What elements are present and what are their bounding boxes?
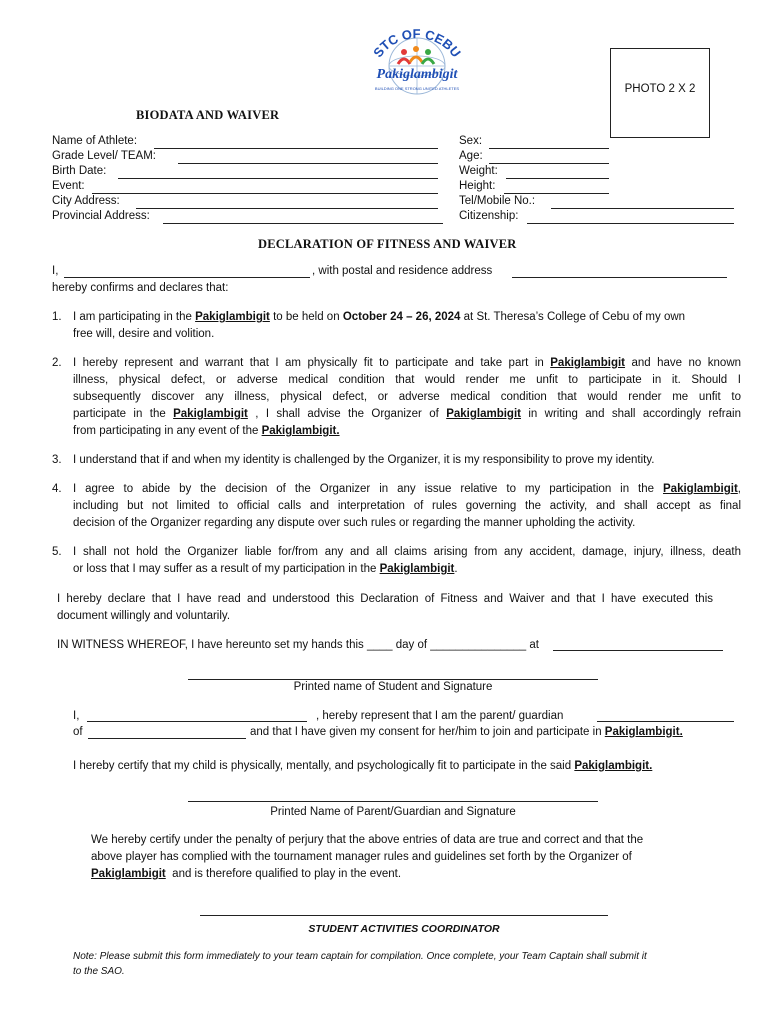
note-line-2: to the SAO. — [73, 966, 125, 977]
field-label-name: Name of Athlete: — [52, 135, 138, 147]
item-1-line-2: free will, desire and volition. — [73, 328, 215, 340]
stc-cebu-logo — [358, 20, 476, 104]
item-3-text: I understand that if and when my identity is challenged by the Organizer, it is my responsibility to prove my identity. — [73, 454, 655, 466]
field-input-tel[interactable] — [551, 208, 734, 209]
field-input-city[interactable] — [136, 208, 438, 209]
logo-top-text: STC OF CEBU — [370, 26, 464, 61]
parent-line-2-prefix: of — [73, 726, 83, 738]
field-label-tel: Tel/Mobile No.: — [459, 195, 536, 207]
parent-line-2-text: and that I have given my consent for her/him to join and participate in Pakiglambigit. — [250, 726, 683, 738]
parent-name-input[interactable] — [87, 721, 307, 722]
field-input-event[interactable] — [92, 193, 438, 194]
field-input-citizenship[interactable] — [527, 223, 734, 224]
certification-line-3: Pakiglambigit and is therefore qualified to play in the event. — [91, 868, 402, 880]
field-input-provincial[interactable] — [163, 223, 443, 224]
guardian-relation-input[interactable] — [597, 721, 734, 722]
field-label-birthdate: Birth Date: — [52, 165, 107, 177]
field-label-citizenship: Citizenship: — [459, 210, 519, 222]
field-input-grade[interactable] — [178, 163, 438, 164]
intro-mid: , with postal and residence address — [312, 265, 493, 277]
photo-label: PHOTO 2 X 2 — [624, 83, 696, 95]
item-number-2: 2. — [52, 357, 62, 369]
closing-line-2: document willingly and voluntarily. — [57, 610, 231, 622]
photo-box[interactable] — [610, 48, 710, 138]
postal-address-input[interactable] — [512, 277, 727, 278]
item-5-line-1: I shall not hold the Organizer liable for/from any and all claims arising from any accident, damage, injury, illness, death — [73, 546, 741, 558]
student-signature-label: Printed name of Student and Signature — [293, 681, 493, 693]
item-2-line-2: illness, physical defect, or adverse medical condition that would render me unfit to participate in it. Should I — [73, 374, 741, 386]
field-input-height[interactable] — [504, 193, 609, 194]
declaration-title: DECLARATION OF FITNESS AND WAIVER — [258, 237, 517, 251]
field-label-provincial: Provincial Address: — [52, 210, 150, 222]
intro-line2: hereby confirms and declares that: — [52, 282, 229, 294]
item-number-1: 1. — [52, 311, 62, 323]
item-4-line-2: including but not limited to official calls and interpretation of rules governing the activity, and shall accept as final — [73, 500, 741, 512]
coordinator-label: STUDENT ACTIVITIES COORDINATOR — [308, 923, 500, 935]
parent-certification: I hereby certify that my child is physically, mentally, and psychologically fit to participate in the said Pakiglambigit. — [73, 760, 653, 772]
field-label-weight: Weight: — [459, 165, 498, 177]
declarant-name-input[interactable] — [64, 277, 310, 278]
coordinator-signature-line[interactable] — [200, 915, 608, 916]
field-input-birthdate[interactable] — [118, 178, 438, 179]
child-name-input[interactable] — [88, 738, 246, 739]
field-label-sex: Sex: — [459, 135, 483, 147]
field-label-age: Age: — [459, 150, 483, 162]
item-2-line-4: participate in the Pakiglambigit , I shall advise the Organizer of Pakiglambigit in writing and shall accordingly refrain — [73, 408, 741, 420]
witness-place-input[interactable] — [553, 650, 723, 651]
item-1-line-1: I am participating in the Pakiglambigit to be held on October 24 – 26, 2024 at St. Theresa’s College of Cebu of my own — [73, 311, 686, 323]
field-input-sex[interactable] — [489, 148, 609, 149]
item-4-line-3: decision of the Organizer regarding any dispute over such rules or regarding the manner upholding the activity. — [73, 517, 636, 529]
parent-line-1-prefix: I, — [73, 710, 80, 722]
field-label-event: Event: — [52, 180, 85, 192]
witness-statement: IN WITNESS WHEREOF, I have hereunto set my hands this ____ day of _______________ at — [57, 639, 539, 651]
field-input-name[interactable] — [154, 148, 438, 149]
item-number-5: 5. — [52, 546, 62, 558]
certification-line-1: We hereby certify under the penalty of perjury that the above entries of data are true and correct and that the — [91, 834, 644, 846]
closing-line-1: I hereby declare that I have read and understood this Declaration of Fitness and Waiver and that I have executed this — [57, 593, 713, 605]
parent-line-1-text: , hereby represent that I am the parent/ guardian — [316, 710, 564, 722]
item-2-line-3: subsequently discover any illness, physical defect, or adverse medical condition that would render me unfit to — [73, 391, 741, 403]
item-number-4: 4. — [52, 483, 62, 495]
item-2-line-5: from participating in any event of the Pakiglambigit. — [73, 425, 340, 437]
item-5-line-2: or loss that I may suffer as a result of my participation in the Pakiglambigit. — [73, 563, 458, 575]
certification-line-2: above player has complied with the tournament manager rules and guidelines set forth by the Organizer of — [91, 851, 632, 863]
logo-small-text: BUILDING ONE STRONG UNITED ATHLETES — [374, 86, 460, 91]
note-line-1: Note: Please submit this form immediately to your team captain for compilation. Once complete, your Team Captain shall submit it — [73, 951, 647, 962]
logo-script-text: Pakiglambigit — [376, 67, 458, 82]
field-label-height: Height: — [459, 180, 496, 192]
field-label-grade: Grade Level/ TEAM: — [52, 150, 156, 162]
field-label-city: City Address: — [52, 195, 120, 207]
page-title: BIODATA AND WAIVER — [136, 108, 280, 122]
item-4-line-1: I agree to abide by the decision of the Organizer in any issue relative to my participation in the Pakiglambigit, — [73, 483, 741, 495]
item-2-line-1: I hereby represent and warrant that I am physically fit to participate and take part in Pakiglambigit and have no known — [73, 357, 742, 369]
student-signature-line[interactable] — [188, 679, 598, 680]
intro-prefix: I, — [52, 265, 59, 277]
parent-signature-line[interactable] — [188, 801, 598, 802]
field-input-age[interactable] — [489, 163, 609, 164]
field-input-weight[interactable] — [506, 178, 609, 179]
item-number-3: 3. — [52, 454, 62, 466]
parent-signature-label: Printed Name of Parent/Guardian and Signature — [270, 806, 516, 818]
